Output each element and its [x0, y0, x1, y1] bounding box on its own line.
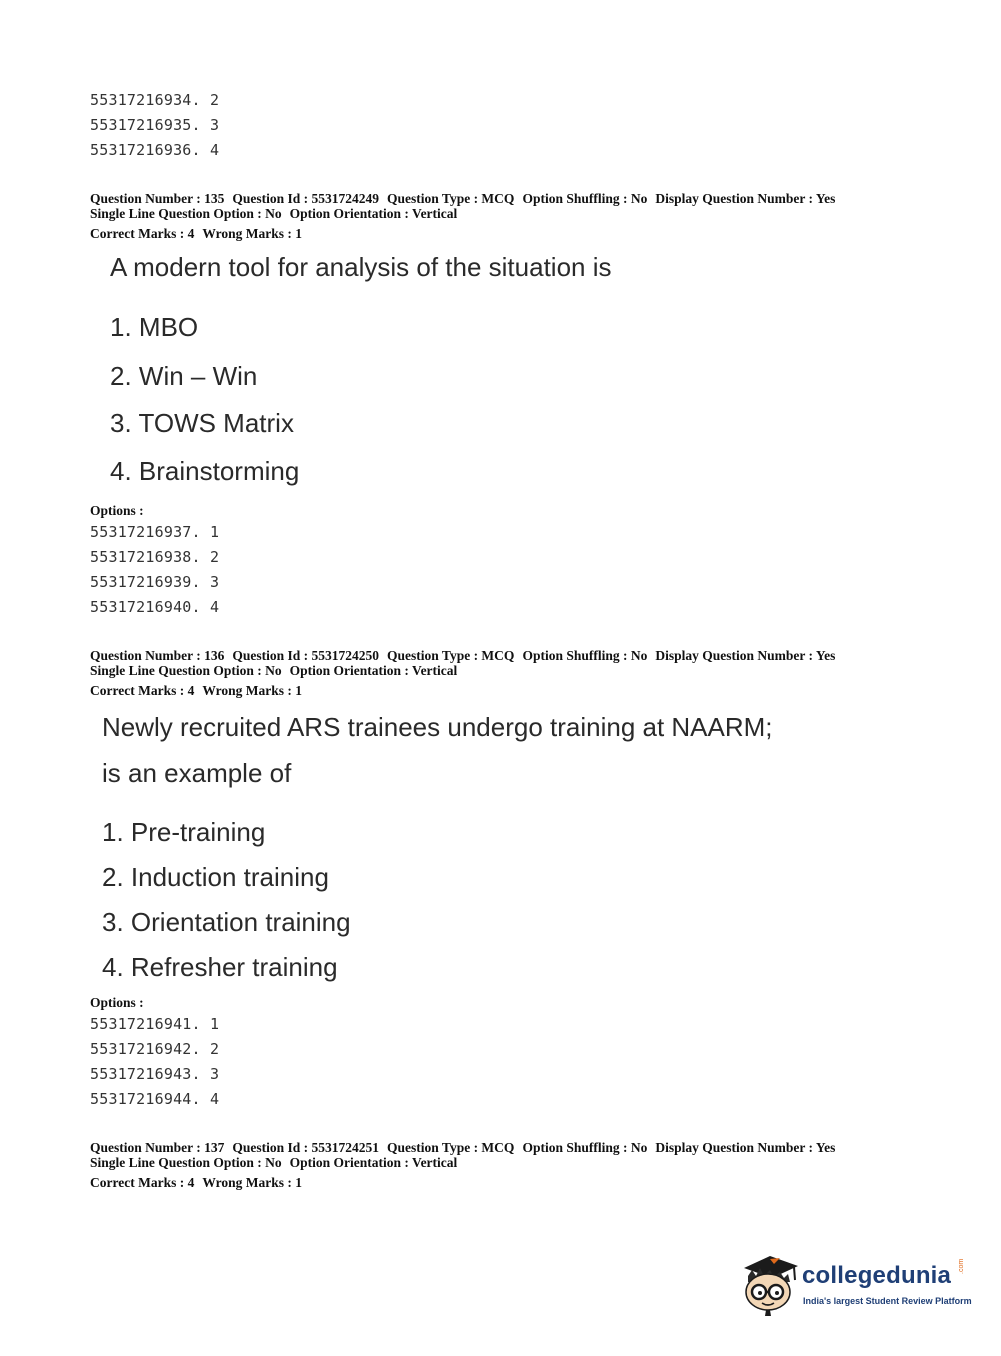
- option-id-line: 55317216936. 4: [90, 141, 220, 159]
- question-id: Question Id : 5531724249: [232, 191, 380, 206]
- question-id: Question Id : 5531724251: [232, 1140, 380, 1155]
- option-orientation: Option Orientation : Vertical: [289, 1155, 458, 1170]
- wrong-marks: Wrong Marks : 1: [202, 1175, 302, 1190]
- option-orientation: Option Orientation : Vertical: [289, 206, 458, 221]
- display-question-number: Display Question Number : Yes: [655, 648, 836, 663]
- option-id-line: 55317216941. 1: [90, 1015, 220, 1033]
- question-marks: [90, 683, 310, 698]
- question-text: A modern tool for analysis of the situation is: [110, 252, 612, 282]
- answer-choice: 3. Orientation training: [102, 907, 351, 937]
- option-id-line: 55317216938. 2: [90, 548, 220, 566]
- question-number: Question Number : 137: [90, 1140, 225, 1155]
- answer-choice: 2. Induction training: [102, 862, 329, 892]
- answer-choice: 2. Win – Win: [110, 361, 258, 391]
- logo-tagline: India's largest Student Review Platform: [803, 1296, 972, 1306]
- question-meta-line1: [90, 648, 843, 663]
- question-meta-line1: [90, 1140, 843, 1155]
- question-number: Question Number : 136: [90, 648, 225, 663]
- question-type: Question Type : MCQ: [387, 648, 515, 663]
- single-line-option: Single Line Question Option : No: [90, 1155, 282, 1170]
- wrong-marks: Wrong Marks : 1: [202, 226, 302, 241]
- option-id-line: 55317216943. 3: [90, 1065, 220, 1083]
- question-meta-line1: [90, 191, 843, 206]
- options-label: Options :: [90, 503, 144, 518]
- question-id: Question Id : 5531724250: [232, 648, 380, 663]
- option-id-line: 55317216937. 1: [90, 523, 220, 541]
- correct-marks: Correct Marks : 4: [90, 1175, 195, 1190]
- option-id-line: 55317216944. 4: [90, 1090, 220, 1108]
- answer-choice: 1. Pre-training: [102, 817, 266, 847]
- option-id-line: 55317216940. 4: [90, 598, 220, 616]
- question-text: Newly recruited ARS trainees undergo training at NAARM;: [102, 712, 773, 742]
- answer-choice: 4. Brainstorming: [110, 456, 300, 486]
- option-id-line: 55317216942. 2: [90, 1040, 220, 1058]
- answer-choice: 1. MBO: [110, 312, 199, 342]
- single-line-option: Single Line Question Option : No: [90, 663, 282, 678]
- logo-name: collegedunia: [802, 1262, 952, 1289]
- collegedunia-logo[interactable]: [740, 1250, 970, 1316]
- question-text: is an example of: [102, 758, 292, 788]
- option-orientation: Option Orientation : Vertical: [289, 663, 458, 678]
- question-marks: [90, 226, 310, 241]
- option-shuffling: Option Shuffling : No: [522, 191, 648, 206]
- answer-choice: 3. TOWS Matrix: [110, 408, 294, 438]
- question-meta-line2: [90, 206, 465, 221]
- question-marks: [90, 1175, 310, 1190]
- correct-marks: Correct Marks : 4: [90, 683, 195, 698]
- display-question-number: Display Question Number : Yes: [655, 191, 836, 206]
- logo-suffix: .com: [958, 1258, 965, 1274]
- option-shuffling: Option Shuffling : No: [522, 1140, 648, 1155]
- correct-marks: Correct Marks : 4: [90, 226, 195, 241]
- mascot-icon: [740, 1250, 800, 1316]
- single-line-option: Single Line Question Option : No: [90, 206, 282, 221]
- display-question-number: Display Question Number : Yes: [655, 1140, 836, 1155]
- options-label: Options :: [90, 995, 144, 1010]
- wrong-marks: Wrong Marks : 1: [202, 683, 302, 698]
- option-id-line: 55317216939. 3: [90, 573, 220, 591]
- question-meta-line2: [90, 663, 465, 678]
- question-number: Question Number : 135: [90, 191, 225, 206]
- option-id-line: 55317216934. 2: [90, 91, 220, 109]
- question-type: Question Type : MCQ: [387, 191, 515, 206]
- answer-choice: 4. Refresher training: [102, 952, 338, 982]
- option-id-line: 55317216935. 3: [90, 116, 220, 134]
- question-meta-line2: [90, 1155, 465, 1170]
- option-shuffling: Option Shuffling : No: [522, 648, 648, 663]
- question-type: Question Type : MCQ: [387, 1140, 515, 1155]
